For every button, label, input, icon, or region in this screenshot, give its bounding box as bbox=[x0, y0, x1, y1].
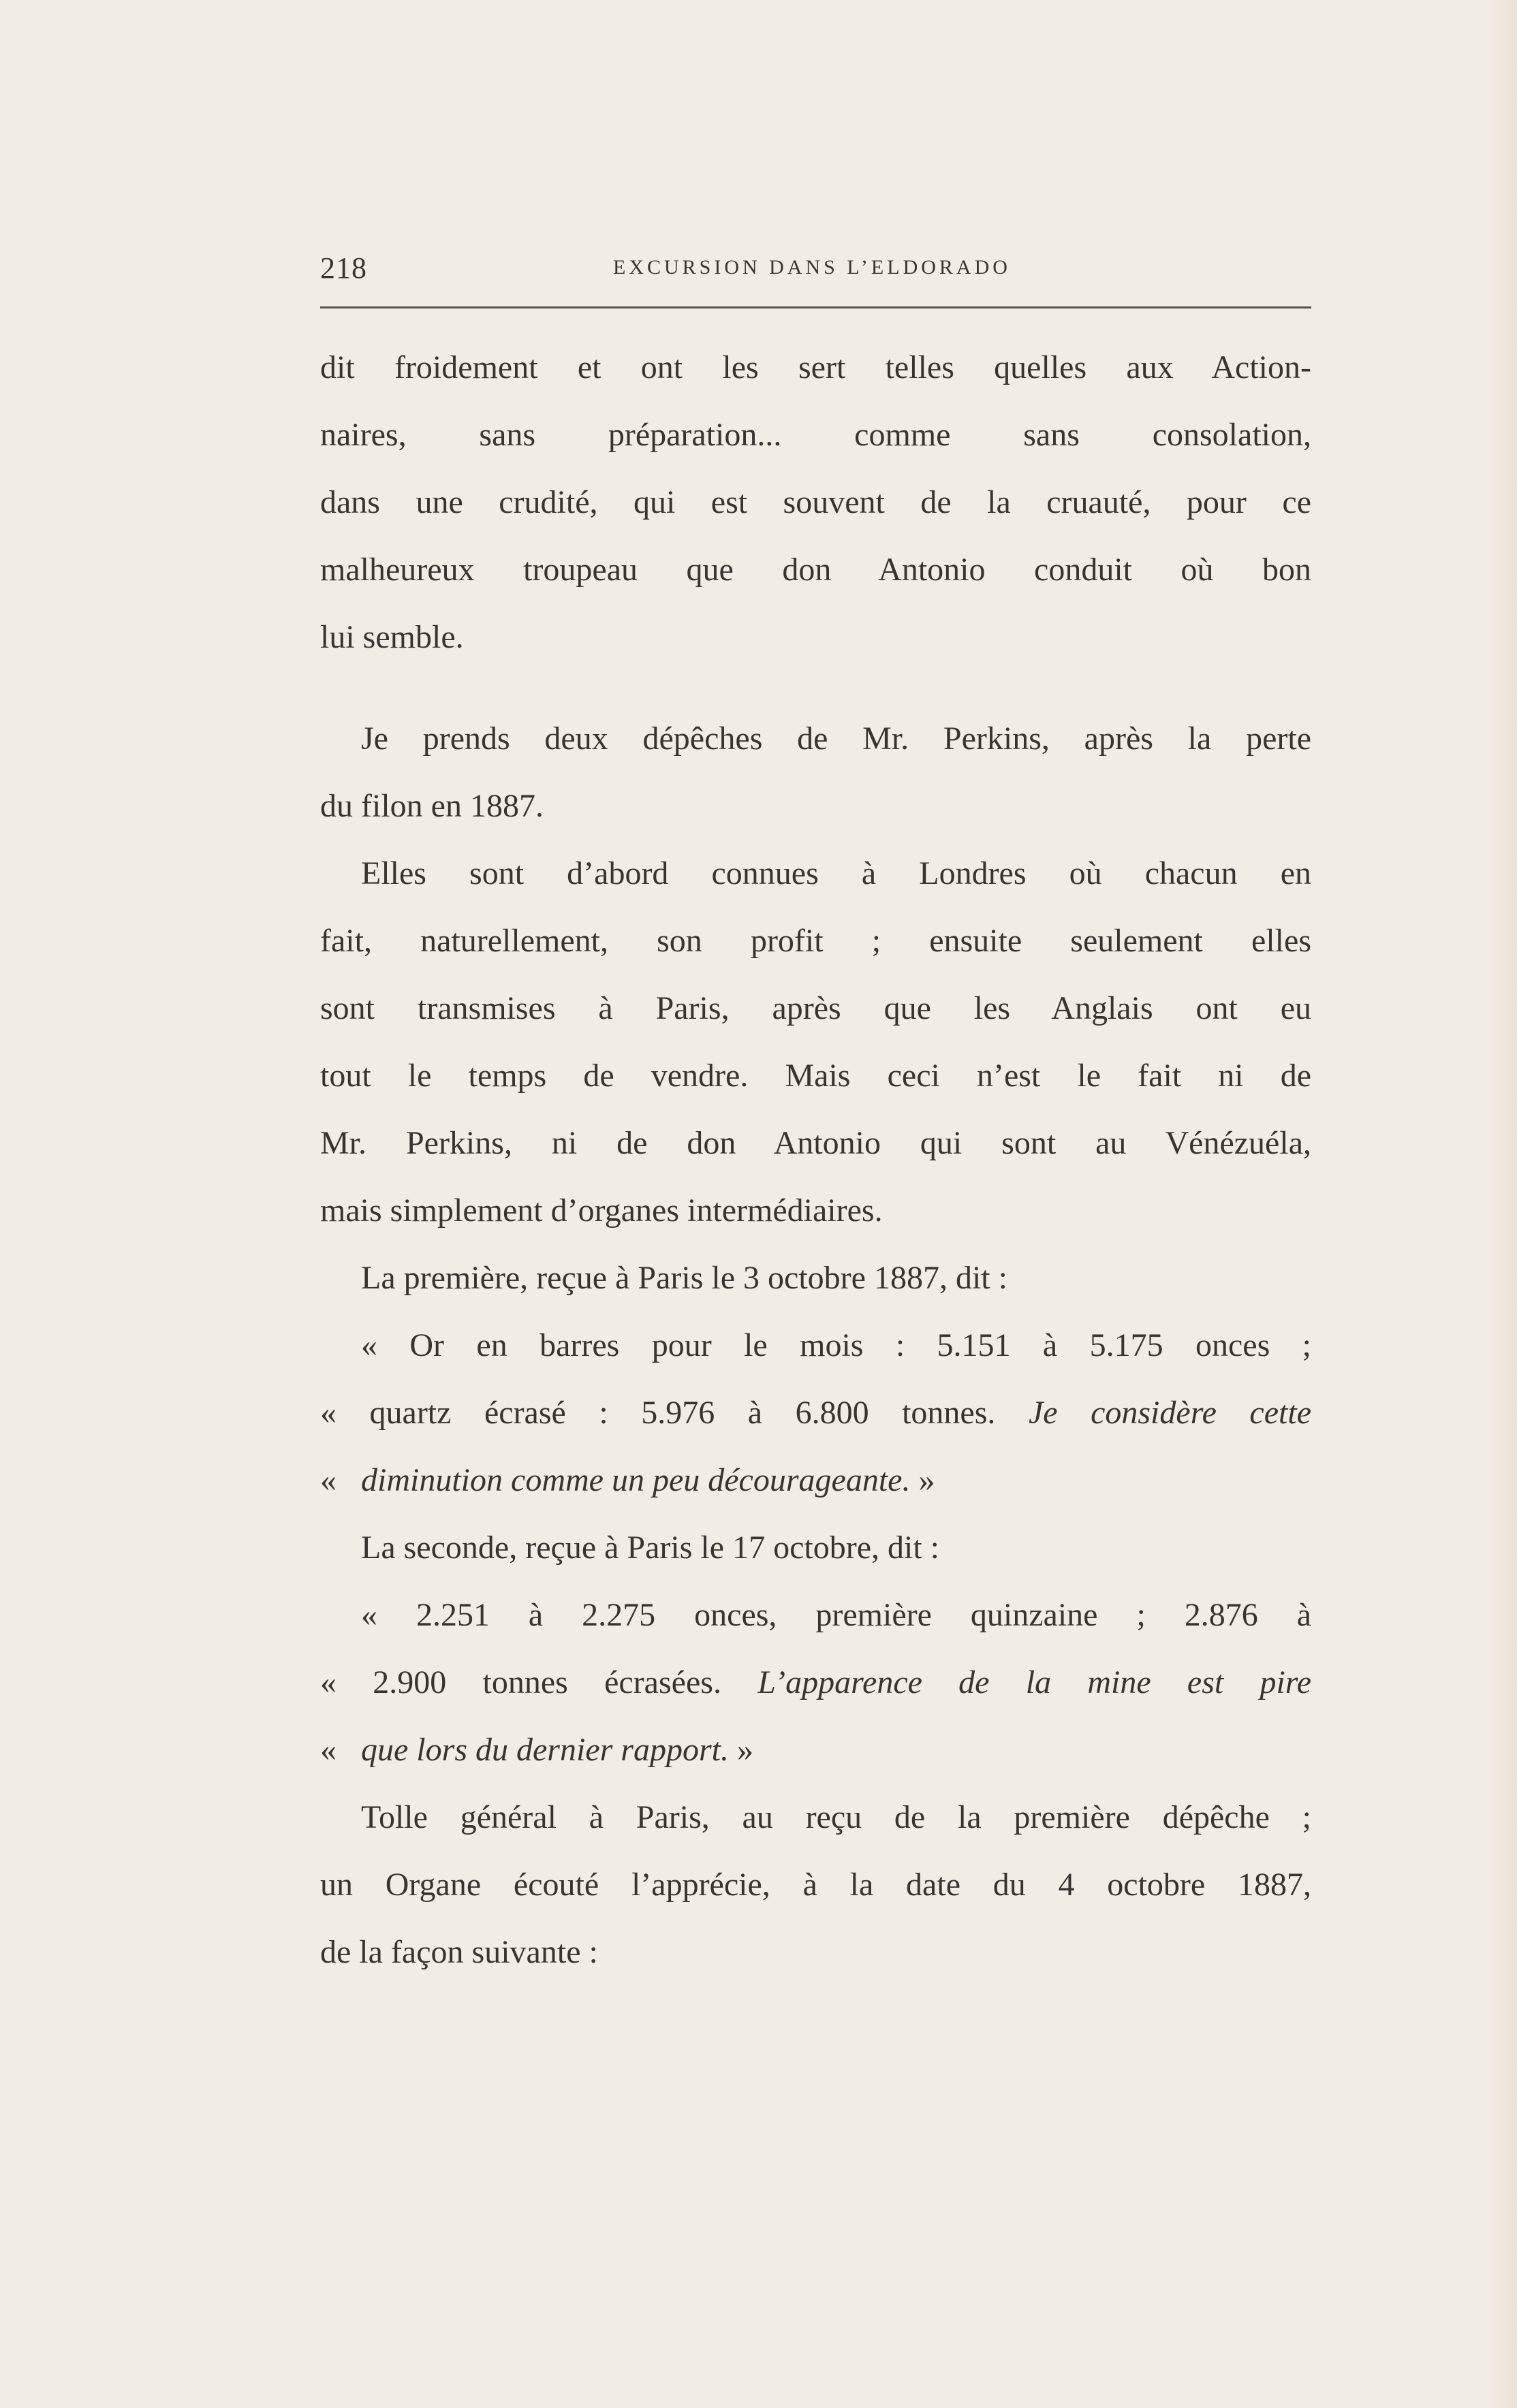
quote-italic: diminution comme un peu décourageante. bbox=[361, 1462, 911, 1498]
text-line: La seconde, reçue à Paris le 17 octobre, dit : bbox=[361, 1530, 939, 1566]
page-header bbox=[320, 251, 1311, 291]
quote-mark: « bbox=[320, 1732, 337, 1768]
quote-line bbox=[320, 1649, 1311, 1716]
text-line: Mr. Perkins, ni de don Antonio qui sont au Vénézuéla, bbox=[320, 1125, 1311, 1161]
quote-mark: » bbox=[918, 1462, 935, 1498]
quote-line: « Or en barres pour le mois : 5.151 à 5.175 onces ; bbox=[361, 1327, 1311, 1363]
text-line: de la façon suivante : bbox=[320, 1934, 598, 1970]
page-edge bbox=[1490, 0, 1517, 2408]
header-rule bbox=[320, 306, 1311, 308]
text-line: lui semble. bbox=[320, 619, 464, 655]
text-line: malheureux troupeau que don Antonio conduit où bon bbox=[320, 552, 1311, 588]
quote-line bbox=[320, 1446, 1311, 1514]
text-line: Elles sont d’abord connues à Londres où chacun en bbox=[361, 855, 1311, 891]
text-line: naires, sans préparation... comme sans consolation, bbox=[320, 417, 1311, 453]
quote-mark: » bbox=[737, 1732, 753, 1768]
quote-line bbox=[320, 1379, 1311, 1446]
page-body bbox=[320, 334, 1311, 1986]
quote-text: « quartz écrasé : 5.976 à 6.800 tonnes. bbox=[320, 1395, 996, 1431]
page-number: 218 bbox=[320, 251, 367, 285]
text-line: un Organe écouté l’apprécie, à la date du 4 octobre 1887, bbox=[320, 1867, 1311, 1903]
quote-mark: « bbox=[320, 1462, 337, 1498]
text-line: Tolle général à Paris, au reçu de la première dépêche ; bbox=[361, 1799, 1311, 1835]
text-line: fait, naturellement, son profit ; ensuite seulement elles bbox=[320, 923, 1311, 959]
quote-line: « 2.251 à 2.275 onces, première quinzaine ; 2.876 à bbox=[361, 1597, 1311, 1633]
quote-italic: L’apparence de la mine est pire bbox=[757, 1664, 1312, 1700]
quote-italic: que lors du dernier rapport. bbox=[361, 1732, 729, 1768]
text-line: sont transmises à Paris, après que les Anglais ont eu bbox=[320, 990, 1311, 1026]
quote-italic: Je considère cette bbox=[1028, 1395, 1311, 1431]
text-line: tout le temps de vendre. Mais ceci n’est le fait ni de bbox=[320, 1058, 1311, 1094]
text-line: du filon en 1887. bbox=[320, 788, 544, 824]
running-head: EXCURSION DANS L’ELDORADO bbox=[613, 256, 1011, 279]
text-line: dans une crudité, qui est souvent de la cruauté, pour ce bbox=[320, 484, 1311, 520]
text-line: Je prends deux dépêches de Mr. Perkins, après la perte bbox=[361, 720, 1311, 757]
paragraph-gap bbox=[320, 671, 1311, 705]
quote-line bbox=[320, 1716, 1311, 1784]
text-line: La première, reçue à Paris le 3 octobre 1887, dit : bbox=[361, 1260, 1007, 1296]
text-line: mais simplement d’organes intermédiaires. bbox=[320, 1192, 883, 1229]
text-line: dit froidement et ont les sert telles quelles aux Action- bbox=[320, 349, 1311, 385]
quote-text: « 2.900 tonnes écrasées. bbox=[320, 1664, 721, 1700]
